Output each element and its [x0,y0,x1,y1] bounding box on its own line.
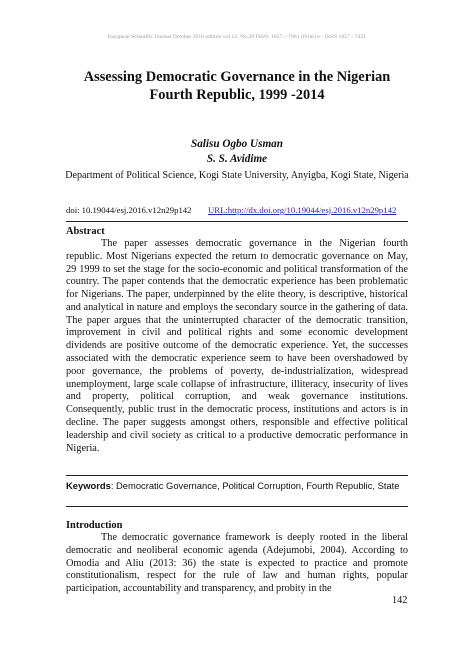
doi-label: doi: 10.19044/esj.2016.v12n29p142 [66,205,192,215]
title-line-2: Fourth Republic, 1999 -2014 [149,87,325,103]
title-line-1: Assessing Democratic Governance in the Nigerian [83,69,391,85]
keywords-label: Keywords [66,480,111,491]
doi-url-link[interactable]: URL:http://dx.doi.org/10.19044/esj.2016.v12n29p142 [208,205,397,215]
divider-top [66,221,408,222]
divider-keywords-bottom [66,506,408,507]
introduction-text: The democratic governance framework is deeply rooted in the liberal democratic and neoliberal economic agenda (Adejumobi, 2004). According to Omodia and Aliu (2013: 36) the state is expected to practice and promote constitutionalism, respect for the rule of law and human rights, popular participation, accountability and transparency, and probity in the [66,532,408,595]
abstract-text: The paper assesses democratic governance in the Nigerian fourth republic. Most Nigerians expected the return to democratic governance on May, 29 1999 to set the stage for the socio-economic and political transformation of the country. The paper contends that the democratic experience has been problematic for Nigerians. The paper, underpinned by the elite theory, is descriptive, historical and analytical in nature and employs the secondary source in the gathering of data. The paper argues that the uninterrupted character of the democratic transition, improvement in civil and political rights and some economic development dividends are positive outcome of the democratic experience. Yet, the successes associated with the democratic experience seem to have been overshadowed by poor governance, the problems of poverty, de-industrialization, widespread unemployment, large scale collapse of infrastructure, illiteracy, insecurity of lives and property, political corruption, and weak governance institutions. Consequently, public trust in the democratic process, institutions and actors is in decline. The paper suggests amongst others, responsible and effective political leadership and civil society as critical to a productive democratic performance in Nigeria. [66,238,408,454]
journal-header: European Scientific Journal October 2016 edition vol.12, No.29 ISSN: 1857 – 7881 (Print) e - ISSN 1857 - 7431 [107,34,367,40]
page-number: 142 [392,595,408,606]
author-2: S. S. Avidime [206,153,268,165]
author-1: Salisu Ogbo Usman [190,138,283,150]
abstract-heading: Abstract [66,226,105,237]
paper-title [40,68,434,104]
introduction-body [66,532,408,596]
introduction-heading: Introduction [66,520,123,531]
divider-keywords-top [66,475,408,476]
keywords-text: : Democratic Governance, Political Corruption, Fourth Republic, State [110,480,400,491]
abstract-body [66,238,408,455]
affiliation: Department of Political Science, Kogi State University, Anyigba, Kogi State, Nigeria [65,170,409,181]
keywords [66,479,408,492]
